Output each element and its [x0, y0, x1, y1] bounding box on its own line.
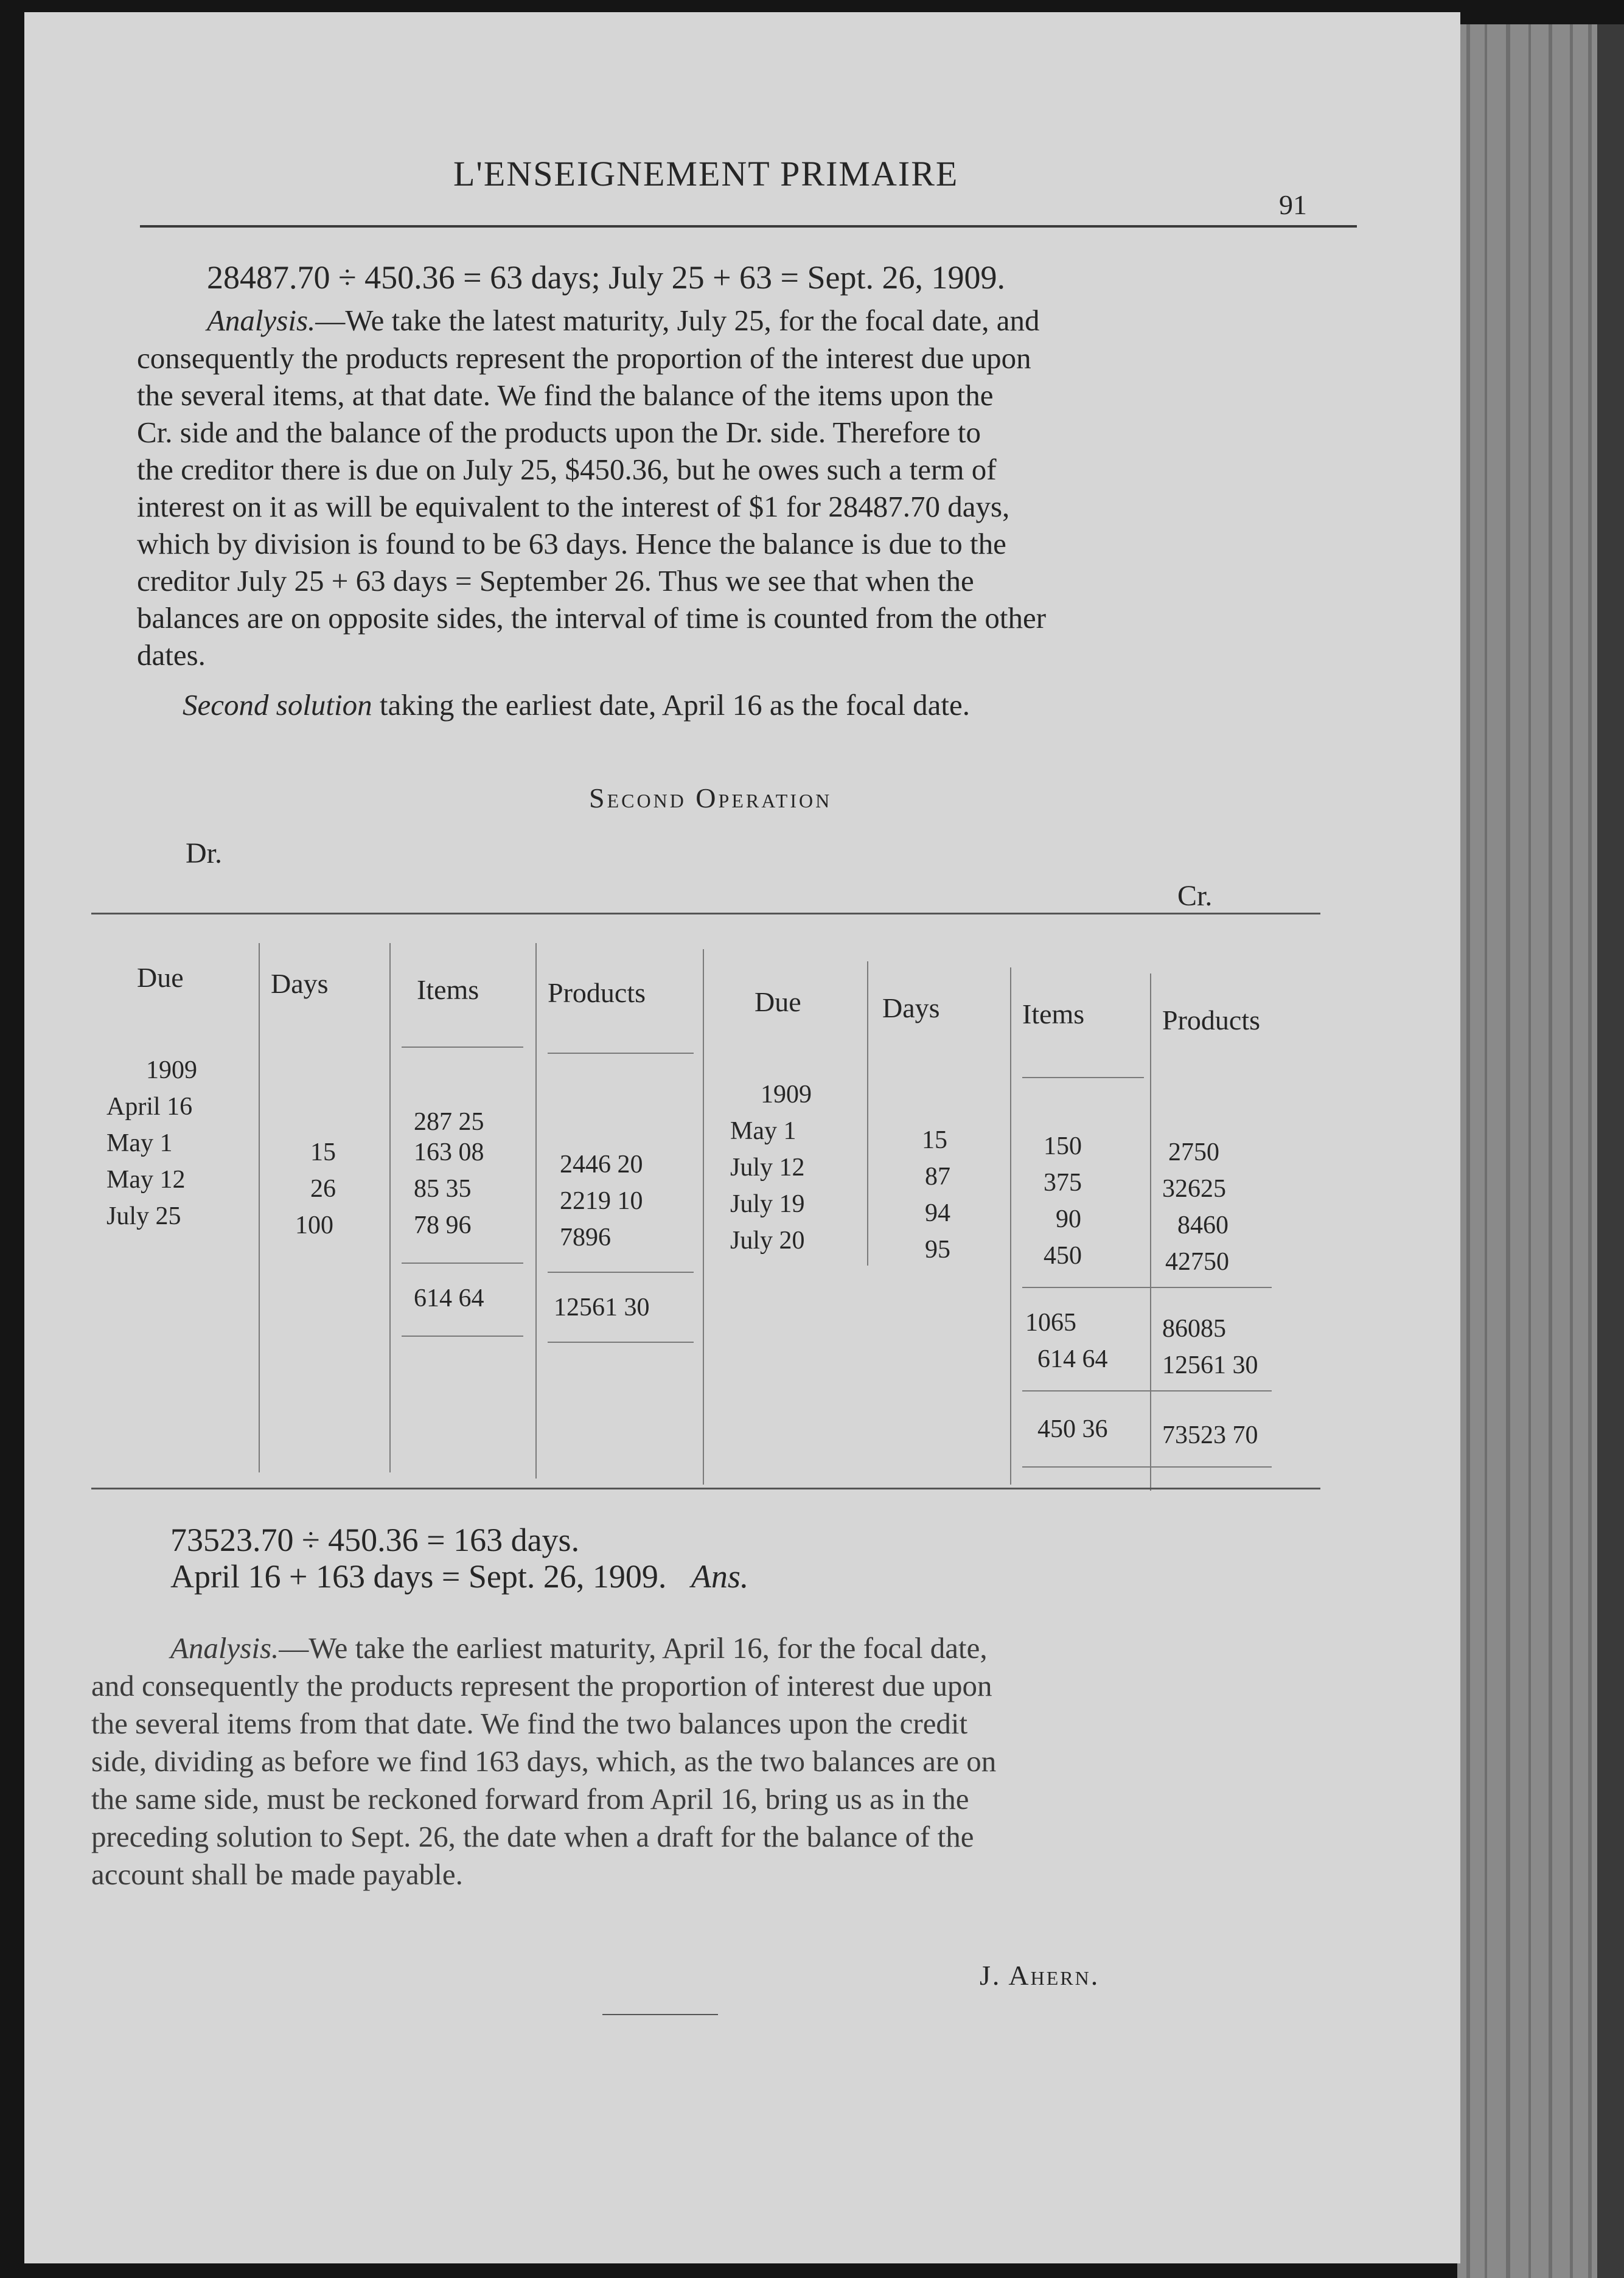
dr-items-total-rule — [402, 1336, 523, 1337]
closing-rule — [602, 2014, 718, 2015]
cr-row-due: May 1 — [730, 1117, 796, 1145]
analysis-line-3: the several items, at that date. We find the balance of the items upon the — [137, 378, 994, 412]
analysis2-line-6: preceding solution to Sept. 26, the date when a draft for the balance of the — [91, 1820, 974, 1853]
cr-row-items: 375 — [1044, 1169, 1082, 1197]
analysis-line-5: the creditor there is due on July 25, $450.36, but he owes such a term of — [137, 453, 997, 486]
header-products-cr: Products — [1162, 1005, 1260, 1036]
header-due-cr: Due — [754, 986, 801, 1017]
dr-row-due: May 12 — [106, 1166, 186, 1194]
answer-label: Ans. — [691, 1558, 749, 1595]
cr-row-products: 2750 — [1168, 1138, 1219, 1166]
analysis2-line-1 — [170, 1631, 988, 1665]
dr-total-items: 614 64 — [414, 1284, 484, 1312]
cr-less-rule — [1022, 1390, 1272, 1392]
divider-dr-due — [259, 943, 260, 1472]
dr-items-sum-rule — [402, 1263, 523, 1264]
page-number: 91 — [1279, 189, 1307, 220]
cr-row-items: 150 — [1044, 1132, 1082, 1160]
cr-row-due: July 12 — [730, 1154, 805, 1182]
divider-dr-items — [535, 943, 537, 1479]
cr-row-items: 450 — [1044, 1242, 1082, 1270]
second-solution-text: taking the earliest date, April 16 as the focal date. — [379, 688, 971, 722]
header-days-dr: Days — [271, 968, 329, 999]
dr-row-items: 78 96 — [414, 1211, 472, 1239]
cr-row-days: 95 — [925, 1236, 950, 1264]
cr-balance-rule — [1022, 1466, 1272, 1468]
cr-row-products: 42750 — [1165, 1248, 1229, 1276]
header-due-dr: Due — [137, 962, 184, 993]
divider-dr-days — [389, 943, 391, 1472]
header-items-cr: Items — [1022, 998, 1085, 1029]
cr-row-days: 87 — [925, 1163, 950, 1191]
operation-title: Second Operation — [589, 782, 832, 813]
analysis2-line-2: and consequently the products represent the proportion of interest due upon — [91, 1669, 992, 1702]
cr-total-items: 1065 — [1025, 1309, 1076, 1337]
dr-row-items: 163 08 — [414, 1138, 484, 1166]
dr-row-days: 15 — [310, 1138, 336, 1166]
cr-less-products: 12561 30 — [1162, 1351, 1258, 1379]
items-header-underline-cr — [1022, 1077, 1144, 1078]
analysis-line-10: dates. — [137, 638, 206, 672]
cr-year: 1909 — [761, 1081, 812, 1109]
divider-cr-due — [867, 961, 868, 1266]
dr-total-products: 12561 30 — [554, 1294, 650, 1322]
dr-year: 1909 — [146, 1056, 197, 1084]
author-signature: J. Ahern. — [980, 1960, 1100, 1991]
dr-products-sum-rule — [548, 1272, 694, 1273]
cr-row-days: 94 — [925, 1199, 950, 1227]
dr-row-due: May 1 — [106, 1129, 173, 1157]
cr-row-days: 15 — [922, 1126, 947, 1154]
dr-row-products: 2446 20 — [560, 1151, 643, 1179]
cr-balance-items: 450 36 — [1037, 1415, 1108, 1443]
analysis-line-4: Cr. side and the balance of the products upon the Dr. side. Therefore to — [137, 416, 981, 449]
dr-row-due: July 25 — [106, 1202, 181, 1230]
dr-row-days: 26 — [310, 1175, 336, 1203]
second-equation: 73523.70 ÷ 450.36 = 163 days. — [170, 1522, 580, 1558]
second-date-text: April 16 + 163 days = Sept. 26, 1909. — [170, 1558, 667, 1595]
running-title: L'ENSEIGNEMENT PRIMAIRE — [453, 154, 959, 193]
cr-balance-products: 73523 70 — [1162, 1421, 1258, 1449]
header-days-cr: Days — [882, 992, 940, 1023]
dr-label: Dr. — [186, 837, 222, 869]
divider-cr-items — [1150, 974, 1151, 1491]
cr-sum-rule — [1022, 1287, 1272, 1288]
analysis2-line-7: account shall be made payable. — [91, 1858, 463, 1891]
cr-row-due: July 19 — [730, 1190, 805, 1218]
dr-row-products: 7896 — [560, 1224, 611, 1252]
table-top-rule — [91, 913, 1320, 914]
items-header-underline-dr — [402, 1047, 523, 1048]
cr-label: Cr. — [1177, 880, 1213, 912]
analysis2-line-3: the several items from that date. We find the two balances upon the credit — [91, 1707, 968, 1740]
analysis2-text: —We take the earliest maturity, April 16, for the focal date, — [279, 1631, 988, 1665]
dr-row-due: April 16 — [106, 1093, 193, 1121]
cr-row-products: 32625 — [1162, 1175, 1226, 1203]
cr-less-items: 614 64 — [1037, 1345, 1108, 1373]
dr-products-total-rule — [548, 1342, 694, 1343]
header-rule — [140, 225, 1357, 228]
dr-row-items: 287 25 — [414, 1108, 484, 1136]
second-solution-line — [183, 688, 970, 722]
dr-row-items: 85 35 — [414, 1175, 472, 1203]
analysis2-line-4: side, dividing as before we find 163 days, which, as the two balances are on — [91, 1744, 997, 1778]
book-page — [24, 12, 1460, 2263]
products-header-underline-dr — [548, 1053, 694, 1054]
analysis-line-7: which by division is found to be 63 days. Hence the balance is due to the — [137, 527, 1006, 560]
second-solution-label: Second solution — [183, 688, 372, 722]
cr-row-products: 8460 — [1177, 1211, 1228, 1239]
divider-cr-days — [1010, 967, 1011, 1485]
dr-row-days: 100 — [295, 1211, 333, 1239]
dr-row-products: 2219 10 — [560, 1187, 643, 1215]
first-equation: 28487.70 ÷ 450.36 = 63 days; July 25 + 63 = Sept. 26, 1909. — [207, 259, 1006, 296]
analysis-text: —We take the latest maturity, July 25, for the focal date, and — [315, 304, 1040, 337]
analysis2-label: Analysis. — [170, 1631, 279, 1665]
analysis-line-2: consequently the products represent the proportion of the interest due upon — [137, 341, 1031, 375]
analysis-line-1 — [207, 303, 1040, 338]
analysis-line-6: interest on it as will be equivalent to the interest of $1 for 28487.70 days, — [137, 490, 1010, 523]
analysis2-line-5: the same side, must be reckoned forward from April 16, bring us as in the — [91, 1782, 969, 1816]
analysis-label: Analysis. — [207, 304, 316, 337]
table-bottom-rule — [91, 1488, 1320, 1489]
analysis-line-8: creditor July 25 + 63 days = September 26. Thus we see that when the — [137, 564, 974, 597]
header-products-dr: Products — [548, 977, 646, 1008]
second-date-line — [170, 1558, 748, 1595]
cr-total-products: 86085 — [1162, 1315, 1226, 1343]
header-items-dr: Items — [417, 974, 479, 1005]
cr-row-items: 90 — [1056, 1205, 1081, 1233]
analysis-line-9: balances are on opposite sides, the interval of time is counted from the other — [137, 601, 1047, 635]
cr-row-due: July 20 — [730, 1227, 805, 1255]
divider-dr-products — [703, 949, 704, 1485]
